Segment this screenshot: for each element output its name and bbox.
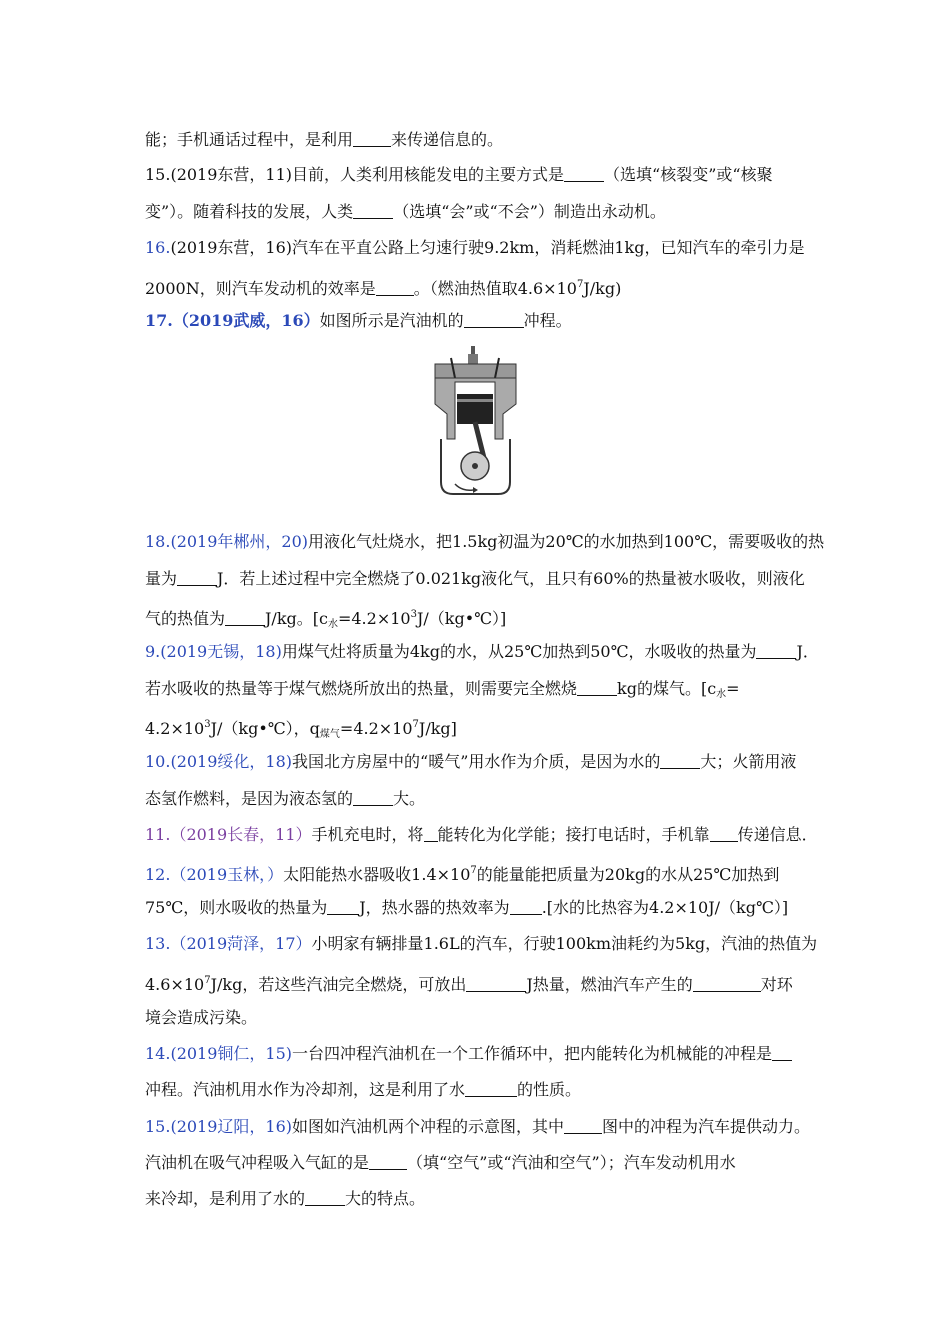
answer-blank [369, 1155, 407, 1170]
answer-blank [376, 281, 414, 296]
rotation-arrowhead [473, 487, 478, 493]
question-10-line-2: 态氢作燃料，是因为液态氢的 大。 [145, 789, 426, 808]
answer-blank [225, 611, 265, 626]
piston [457, 394, 493, 424]
answer-blank [564, 1119, 602, 1134]
question-14-line-1: 14.(2019铜仁，15)一台四冲程汽油机在一个工作循环中，把内能转化为机械能的冲程是 [145, 1044, 825, 1064]
question-10-line-1: 10.(2019绥化，18)我国北方房屋中的“暖气”用水作为介质，是因为水的 大；火箭用液 [145, 752, 797, 771]
question-18-line-1: 18.(2019年郴州，20)用液化气灶烧水，把1.5kg初温为20℃的水加热到100℃，需要吸收的热 [145, 532, 825, 551]
question-18-line-3: 气的热值为 J/kg。$[c_水=4.2\times 10^3J/(kg•℃)]$ [145, 609, 507, 630]
line-1: 能；手机通话过程中，是利用 来传递信息的。 [145, 130, 504, 149]
answer-blank [564, 167, 604, 182]
answer-blank [177, 571, 217, 586]
question-13-line-1: 13.（2019菏泽，17）小明家有辆排量1.6L的汽车，行驶100km油耗约为5kg，汽油的热值为 [145, 934, 818, 953]
question-15b-line-3: 来冷却，是利用了水的 大的特点。 [145, 1189, 426, 1208]
answer-blank [772, 1046, 792, 1061]
answer-blank [424, 827, 438, 842]
question-15b-line-2: 汽油机在吸气冲程吸入气缸的是 （填“空气”或“汽油和空气”）；汽车发动机用水 [145, 1153, 736, 1172]
question-13-line-2: $4.6\times 10^7J/kg$，若这些汽油完全燃烧，可放出 J热量，燃油汽车产生的 对环 [145, 975, 793, 994]
spark-plug-body [468, 354, 478, 364]
question-12-line-1: 12.（2019玉林，）太阳能热水器吸收$1.4\times 10^7$的能量能把质量为20kg的水从25℃加热到 [145, 865, 780, 884]
question-15a-line-2: 变”）。随着科技的发展，人类 （选填“会”或“不会”）制造出永动机。 [145, 202, 666, 221]
answer-blank [756, 644, 796, 659]
question-9-line-3: $4.2\times 10^3J/(kg•℃)$，$q_{煤气}=4.2\times 10^7J/kg$] [145, 719, 457, 740]
answer-blank [510, 900, 542, 915]
answer-blank [466, 977, 526, 992]
question-13-line-3: 境会造成污染。 [145, 1008, 258, 1027]
question-15b-line-1: 15.(2019辽阳，16)如图如汽油机两个冲程的示意图，其中 图中的冲程为汽车提供动力。 [145, 1117, 811, 1136]
question-18-line-2: 量为 J．若上述过程中完全燃烧了0.021kg液化气，且只有60%的热量被水吸收，则液化 [145, 569, 805, 588]
cylinder-head [435, 364, 516, 378]
question-9-line-2: 若水吸收的热量等于煤气燃烧所放出的热量，则需要完全燃烧 kg的煤气。[$c_水=$ [145, 679, 740, 700]
crankshaft-center [472, 463, 478, 469]
question-9-line-1: 9.(2019无锡，18)用煤气灶将质量为4kg的水，从25℃加热到50℃，水吸收的热量为 J． [145, 642, 819, 661]
rotation-arrow [455, 484, 473, 490]
answer-blank [353, 791, 393, 806]
question-12-line-2: 75℃，则水吸收的热量为 J，热水器的热效率为 .[水的比热容为4.2×10J/（kg℃）] [145, 898, 789, 917]
piston-ring [457, 399, 493, 402]
answer-blank [577, 681, 617, 696]
question-15a-line-1: 15.(2019东营，11)目前，人类利用核能发电的主要方式是 （选填“核裂变”或“核聚 [145, 165, 773, 184]
answer-blank [353, 132, 391, 147]
question-16-line-1: 16.(2019东营，16)汽车在平直公路上匀速行驶9.2km，消耗燃油1kg，已知汽车的牵引力是 [145, 238, 805, 257]
answer-blank [464, 313, 524, 328]
question-16-line-2: 2000N，则汽车发动机的效率是 。（燃油热值取$4.6\times 10^7J/kg$) [145, 279, 622, 298]
answer-blank [327, 900, 359, 915]
answer-blank [660, 754, 700, 769]
answer-blank [693, 977, 761, 992]
answer-blank [710, 827, 738, 842]
question-14-line-2: 冲程。汽油机用水作为冷却剂，这是利用了水 的性质。 [145, 1080, 582, 1099]
engine-diagram-svg [433, 344, 518, 499]
answer-blank [305, 1191, 345, 1206]
answer-blank [353, 204, 393, 219]
question-11-line-1: 11.（2019长春，11）手机充电时，将 能转化为化学能；接打电话时，手机靠 传递信息． [145, 825, 818, 844]
answer-blank [465, 1082, 517, 1097]
engine-cylinder-diagram [433, 344, 518, 499]
question-17-line-1: 17.（2019武威，16）如图所示是汽油机的 冲程。 [145, 311, 572, 330]
